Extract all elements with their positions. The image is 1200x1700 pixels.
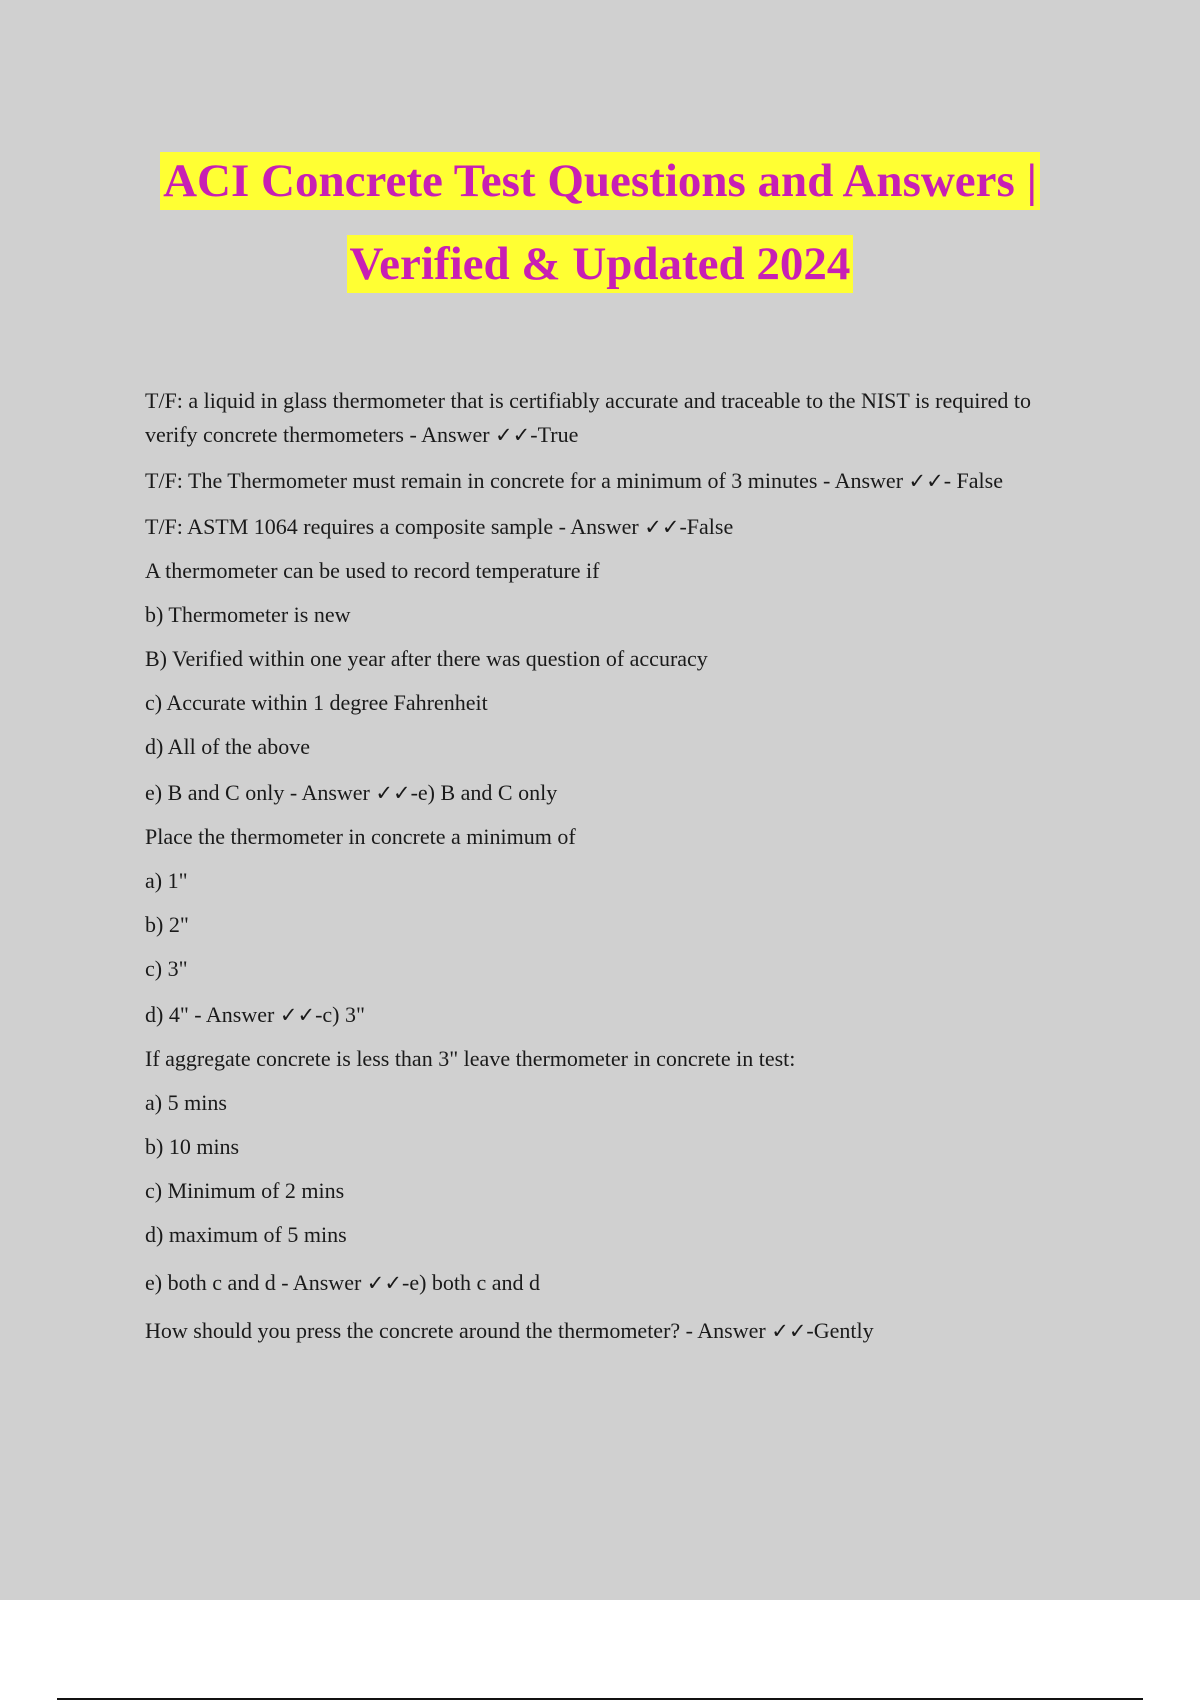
question-text: Place the thermometer in concrete a minimum of <box>145 824 576 849</box>
question-line <box>145 908 1045 942</box>
question-text: T/F: The Thermometer must remain in concrete for a minimum of 3 minutes - <box>145 468 835 493</box>
question-line <box>145 554 1045 588</box>
question-line <box>145 1218 1045 1252</box>
answer-text: -Gently <box>806 1318 874 1343</box>
double-check-icon: ✓✓ <box>366 1271 402 1295</box>
question-text: d) maximum of 5 mins <box>145 1222 347 1247</box>
answer-label: Answer <box>421 422 490 447</box>
question-text: c) Minimum of 2 mins <box>145 1178 345 1203</box>
question-with-answer <box>145 1314 1045 1348</box>
document-title <box>0 140 1200 306</box>
title-line-1: ACI Concrete Test Questions and Answers | <box>160 152 1040 210</box>
answer-label: Answer <box>834 468 904 493</box>
title-line-2: Verified & Updated 2024 <box>347 235 854 293</box>
question-text: a) 1" <box>145 868 188 893</box>
question-line <box>145 598 1045 632</box>
question-line <box>145 864 1045 898</box>
question-line <box>145 820 1045 854</box>
answer-text: -True <box>530 422 579 447</box>
answer-text: -False <box>679 514 734 539</box>
double-check-icon: ✓✓ <box>279 1003 316 1027</box>
question-text: How should you press the concrete around the thermometer? - <box>145 1318 698 1343</box>
question-line <box>145 1042 1045 1076</box>
question-text: B) Verified within one year after there was question of accuracy <box>145 646 708 671</box>
qa-content <box>145 384 1045 1348</box>
question-line <box>145 1130 1045 1164</box>
answer-label: Answer <box>301 780 370 805</box>
answer-label: Answer <box>205 1002 275 1027</box>
double-check-icon: ✓✓ <box>908 469 944 493</box>
answer-text: -e) B and C only <box>410 780 558 805</box>
question-text: c) Accurate within 1 degree Fahrenheit <box>145 690 488 715</box>
question-line <box>145 952 1045 986</box>
question-text: e) both c and d - <box>145 1270 293 1295</box>
question-line <box>145 1174 1045 1208</box>
answer-label: Answer <box>292 1270 362 1295</box>
question-line <box>145 1086 1045 1120</box>
double-check-icon: ✓✓ <box>771 1319 807 1343</box>
question-with-answer <box>145 998 1045 1032</box>
question-with-answer <box>145 464 1045 498</box>
question-text: b) 2" <box>145 912 189 937</box>
question-text: d) All of the above <box>145 734 310 759</box>
answer-text: -e) both c and d <box>402 1270 541 1295</box>
question-text: a) 5 mins <box>145 1090 227 1115</box>
question-text: e) B and C only - <box>145 780 302 805</box>
double-check-icon: ✓✓ <box>644 515 680 539</box>
question-text: A thermometer can be used to record temperature if <box>145 558 600 583</box>
question-with-answer <box>145 384 1045 452</box>
question-text: T/F: ASTM 1064 requires a composite sample - <box>145 514 571 539</box>
answer-label: Answer <box>570 514 639 539</box>
question-line <box>145 642 1045 676</box>
question-text: d) 4" - <box>145 1002 206 1027</box>
double-check-icon: ✓✓ <box>375 781 411 805</box>
question-line <box>145 686 1045 720</box>
answer-text: -c) 3" <box>315 1002 365 1027</box>
question-text: c) 3" <box>145 956 188 981</box>
question-text: T/F: a liquid in glass thermometer that is certifiably accurate and traceable to the NIST is required to verify concrete thermometers - <box>145 388 1032 447</box>
question-with-answer <box>145 776 1045 810</box>
question-text: b) 10 mins <box>145 1134 240 1159</box>
question-with-answer <box>145 510 1045 544</box>
question-with-answer <box>145 1266 1045 1300</box>
answer-text: - False <box>943 468 1003 493</box>
double-check-icon: ✓✓ <box>495 423 531 447</box>
question-line <box>145 730 1045 764</box>
answer-label: Answer <box>697 1318 766 1343</box>
question-text: If aggregate concrete is less than 3" leave thermometer in concrete in test: <box>145 1046 796 1071</box>
question-text: b) Thermometer is new <box>145 602 351 627</box>
